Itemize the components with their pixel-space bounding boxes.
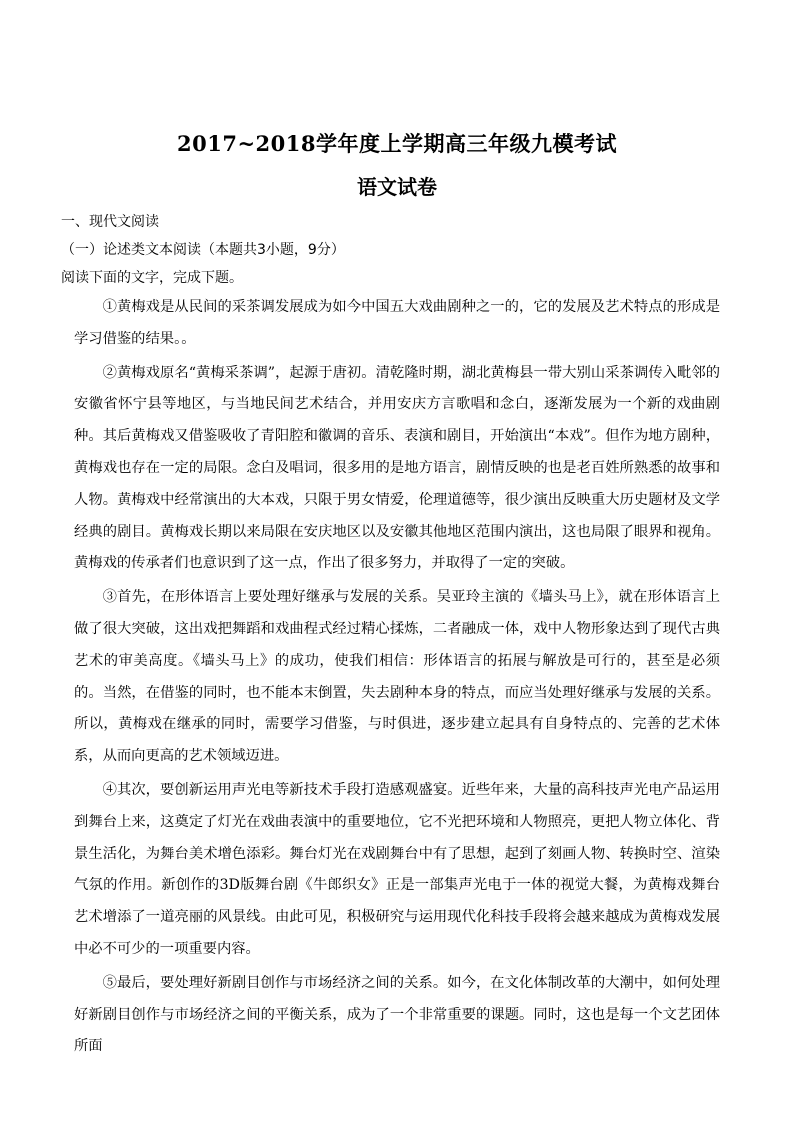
reading-instruction: 阅读下面的文字，完成下题。	[61, 270, 243, 286]
paragraph-1: ①黄梅戏是从民间的采茶调发展成为如今中国五大戏曲剧种之一的，它的发展及艺术特点的形成是学习借鉴的结果。。	[74, 299, 720, 347]
paragraph-4: ④其次，要创新运用声光电等新技术手段打造感观盛宴。近些年来，大量的高科技声光电产品运用到舞台上来，这奠定了灯光在戏曲表演中的重要地位，它不光把环境和人物照亮，更把人物立体化、背景生活化，为舞台美术增色添彩。舞台灯光在戏剧舞台中有了思想，起到了刻画人物、转换时空、渲染气氛的作用。新创作的3D版舞台剧《牛郎织女》正是一部集声光电于一体的视觉大餐，为黄梅戏舞台艺术增添了一道亮丽的风景线。由此可见，积极研究与运用现代化科技手段将会越来越成为黄梅戏发展中必不可少的一项重要内容。	[74, 781, 720, 957]
subsection-heading: （一）论述类文本阅读（本题共3小题，9分）	[61, 242, 345, 258]
page-subtitle: 语文试卷	[357, 175, 437, 199]
section-heading: 一、现代文阅读	[61, 214, 159, 230]
paragraph-5: ⑤最后，要处理好新剧目创作与市场经济之间的关系。如今，在文化体制改革的大潮中，如何处理好新剧目创作与市场经济之间的平衡关系，成为了一个非常重要的课题。同时，这也是每一个文艺团体所面	[74, 974, 720, 1055]
paragraph-3: ③首先，在形体语言上要处理好继承与发展的关系。吴亚玲主演的《墙头马上》，就在形体语言上做了很大突破，这出戏把舞蹈和戏曲程式经过精心揉炼，二者融成一体，戏中人物形象达到了现代古典艺术的审美高度。《墙头马上》的成功，使我们相信：形体语言的拓展与解放是可行的，甚至是必须的。当然，在借鉴的同时，也不能本末倒置，失去剧种本身的特点，而应当处理好继承与发展的关系。所以，黄梅戏在继承的同时，需要学习借鉴，与时俱进，逐步建立起具有自身特点的、完善的艺术体系，从而向更高的艺术领域迈进。	[74, 589, 720, 765]
page-title: 2017~2018学年度上学期高三年级九模考试	[177, 131, 617, 156]
paragraph-2: ②黄梅戏原名“黄梅采茶调”，起源于唐初。清乾隆时期，湖北黄梅县一带大别山采茶调传入毗邻的安徽省怀宁县等地区，与当地民间艺术结合，并用安庆方言歌唱和念白，逐渐发展为一个新的戏曲剧种。其后黄梅戏又借鉴吸收了青阳腔和徽调的音乐、表演和剧目，开始演出“本戏”。但作为地方剧种，黄梅戏也存在一定的局限。念白及唱词，很多用的是地方语言，剧情反映的也是老百姓所熟悉的故事和人物。黄梅戏中经常演出的大本戏，只限于男女情爱，伦理道德等，很少演出反映重大历史题材及文学经典的剧目。黄梅戏长期以来局限在安庆地区以及安徽其他地区范围内演出，这也局限了眼界和视角。黄梅戏的传承者们也意识到了这一点，作出了很多努力，并取得了一定的突破。	[74, 364, 720, 572]
article-body	[74, 292, 720, 1065]
